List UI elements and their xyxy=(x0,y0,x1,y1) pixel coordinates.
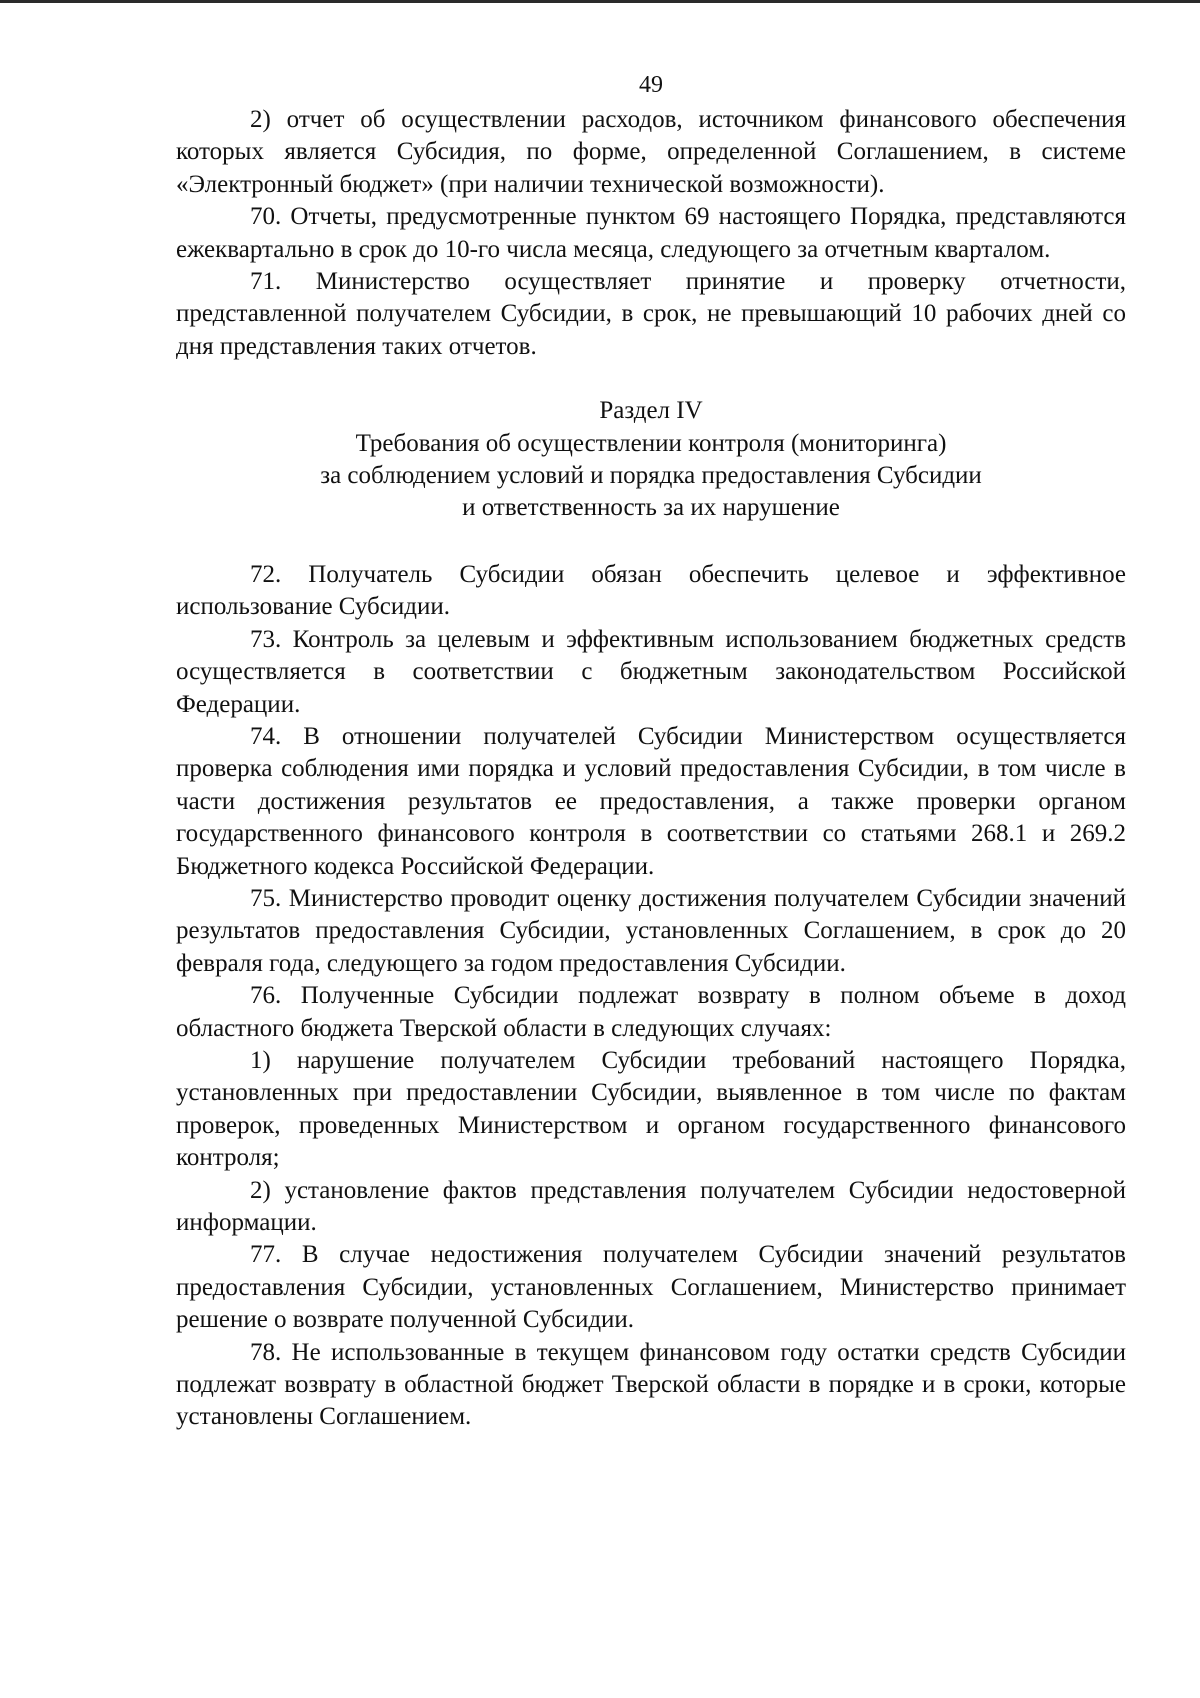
section-heading xyxy=(176,395,1126,525)
paragraph-report-item-2: 2) отчет об осуществлении расходов, источником финансового обеспечения которых является Субсидия, по форме, определенной Соглашением, в системе «Электронный бюджет» (при наличии технической возможности). xyxy=(176,106,1126,198)
paragraph-78: 78. Не использованные в текущем финансовом году остатки средств Субсидии подлежат возврату в областной бюджет Тверской области в порядке и в сроки, которые установлены Соглашением. xyxy=(176,1338,1126,1431)
paragraph-73: 73. Контроль за целевым и эффективным использованием бюджетных средств осуществляется в соответствии с бюджетным законодательством Российской Федерации. xyxy=(176,625,1126,718)
section-title-line-1: Требования об осуществлении контроля (мониторинга) xyxy=(355,429,947,457)
section-title-line-2: за соблюдением условий и порядка предоставления Субсидии xyxy=(320,462,982,490)
document-page xyxy=(176,70,1126,1434)
paragraph-76: 76. Полученные Субсидии подлежат возврату в полном объеме в доход областного бюджета Тверской области в следующих случаях: xyxy=(176,982,1126,1042)
page-number: 49 xyxy=(639,72,663,98)
paragraph-75: 75. Министерство проводит оценку достижения получателем Субсидии значений результатов предоставления Субсидии, установленных Соглашением, в срок до 20 февраля года, следующего за годом предоставления Субсидии. xyxy=(176,884,1126,977)
section-title-line-3: и ответственность за их нарушение xyxy=(462,494,840,522)
paragraph-76-case-2: 2) установление фактов представления получателем Субсидии недостоверной информации. xyxy=(176,1176,1126,1236)
paragraph-74: 74. В отношении получателей Субсидии Министерством осуществляется проверка соблюдения ими порядка и условий предоставления Субсидии, в том числе в части достижения результатов ее предоставления, а также проверки органом государственного финансового контроля в соответствии со статьями 268.1 и 269.2 Бюджетного кодекса Российской Федерации. xyxy=(176,722,1126,880)
section-number: Раздел IV xyxy=(599,397,703,425)
paragraph-70: 70. Отчеты, предусмотренные пунктом 69 настоящего Порядка, представляются ежеквартально в срок до 10-го числа месяца, следующего за отчетным кварталом. xyxy=(176,203,1126,263)
paragraph-71: 71. Министерство осуществляет принятие и проверку отчетности, представленной получателем Субсидии, в срок, не превышающий 10 рабочих дней со дня представления таких отчетов. xyxy=(176,268,1126,360)
scan-top-edge xyxy=(0,0,1200,3)
paragraph-72: 72. Получатель Субсидии обязан обеспечить целевое и эффективное использование Субсидии. xyxy=(176,560,1126,621)
paragraph-76-case-1: 1) нарушение получателем Субсидии требований настоящего Порядка, установленных при предоставлении Субсидии, выявленное в том числе по фактам проверок, проведенных Министерством и органом государственного финансового контроля; xyxy=(176,1046,1126,1172)
paragraph-77: 77. В случае недостижения получателем Субсидии значений результатов предоставления Субсидии, установленных Соглашением, Министерство принимает решение о возврате полученной Субсидии. xyxy=(176,1241,1126,1334)
